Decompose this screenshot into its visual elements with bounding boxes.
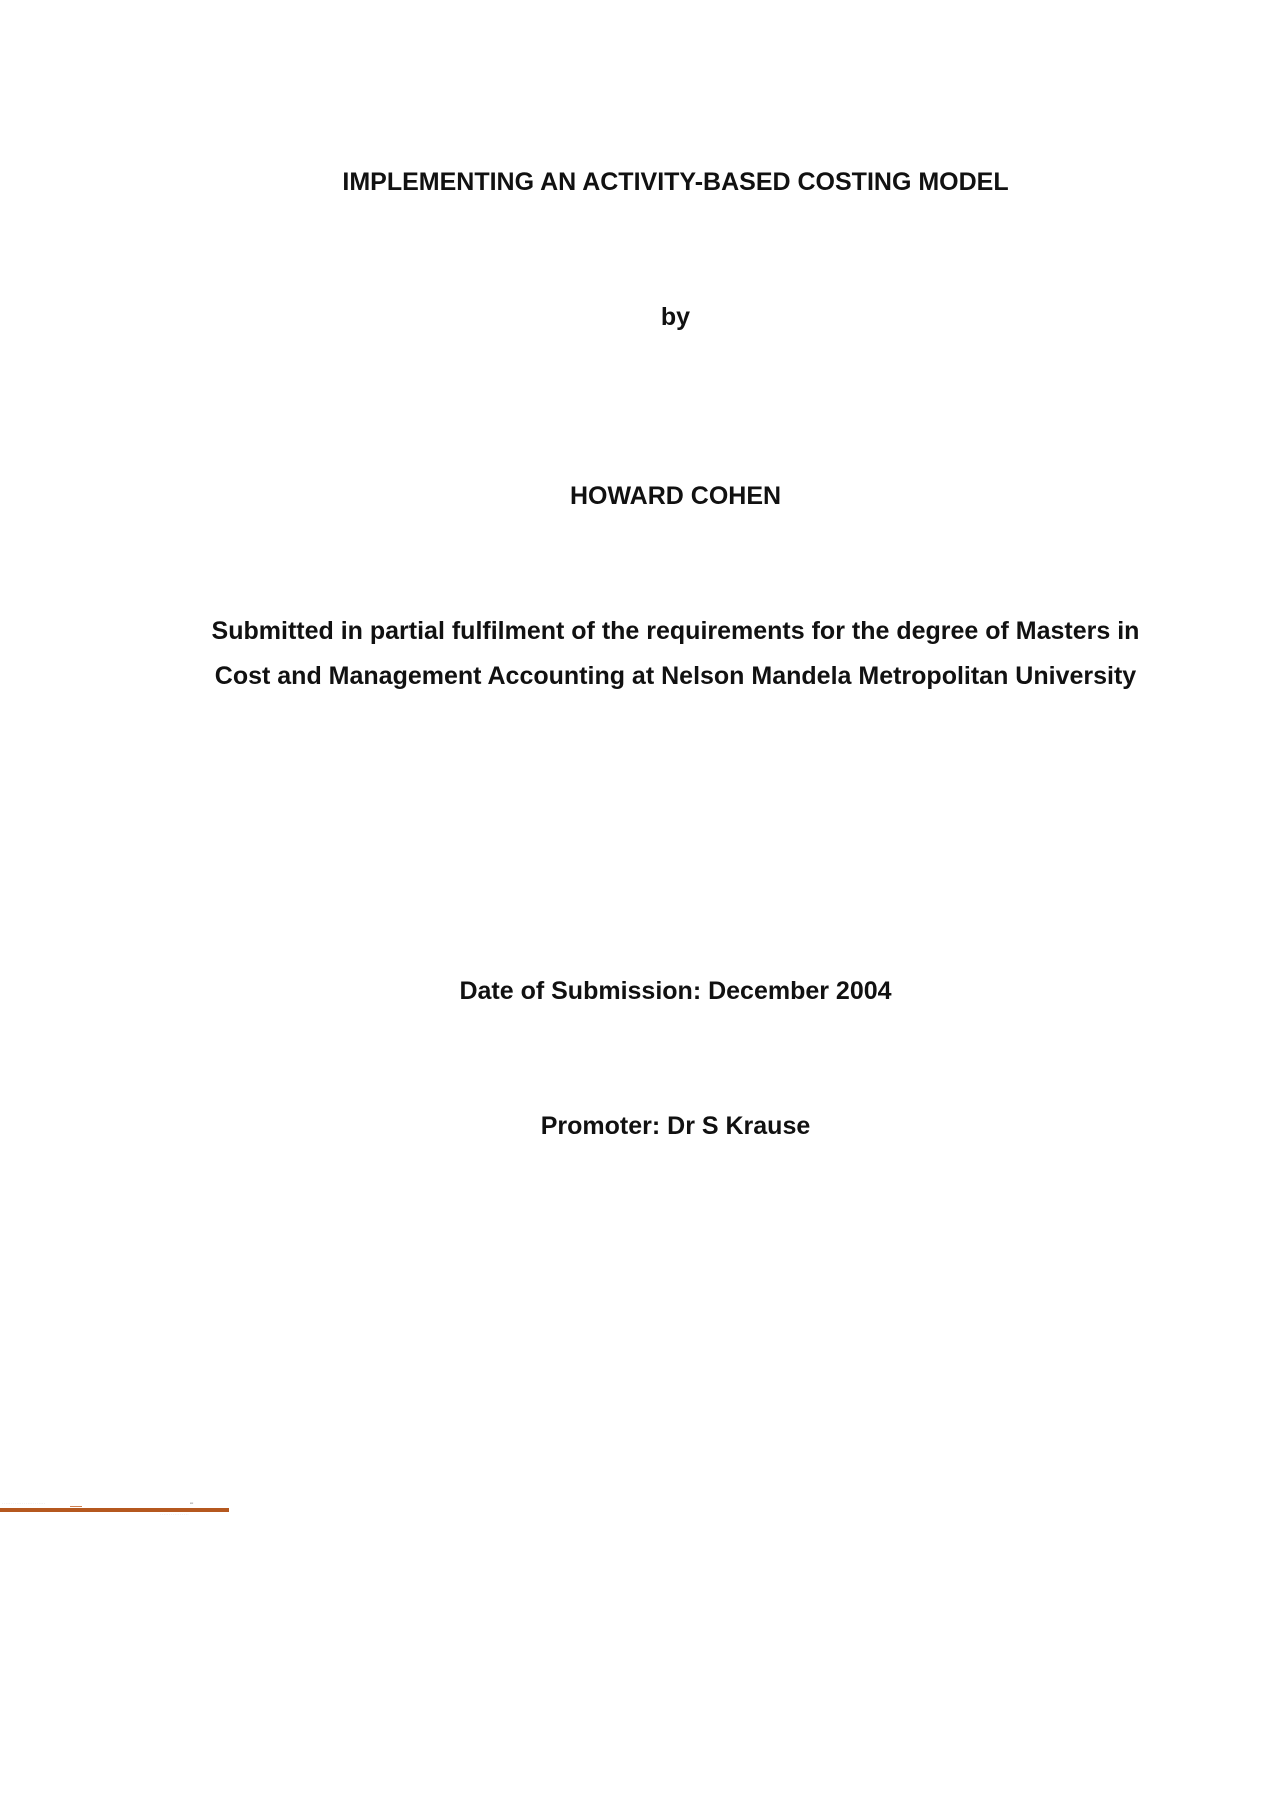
banner-left-text: · · · · · · · · · · · · · · · · · · · · · · · · [2, 1501, 46, 1505]
banner-bar [0, 1508, 229, 1512]
by-label: by [660, 303, 691, 331]
author-name: HOWARD COHEN [569, 482, 782, 510]
banner-logo: ▪▪▪ [190, 1501, 194, 1505]
submission-date: Date of Submission: December 2004 [459, 977, 892, 1005]
banner-link[interactable] [70, 1506, 82, 1507]
promoter: Promoter: Dr S Krause [540, 1112, 811, 1140]
submission-statement-line-2: Cost and Management Accounting at Nelson Mandela Metropolitan University [214, 662, 1137, 690]
repository-banner [0, 1498, 229, 1516]
thesis-title: IMPLEMENTING AN ACTIVITY-BASED COSTING MODEL [342, 168, 1009, 196]
submission-statement-line-1: Submitted in partial fulfilment of the requirements for the degree of Masters in [211, 617, 1140, 645]
banner-bottom-text: · · · · · · · · · · · · · · · · [160, 1512, 189, 1516]
